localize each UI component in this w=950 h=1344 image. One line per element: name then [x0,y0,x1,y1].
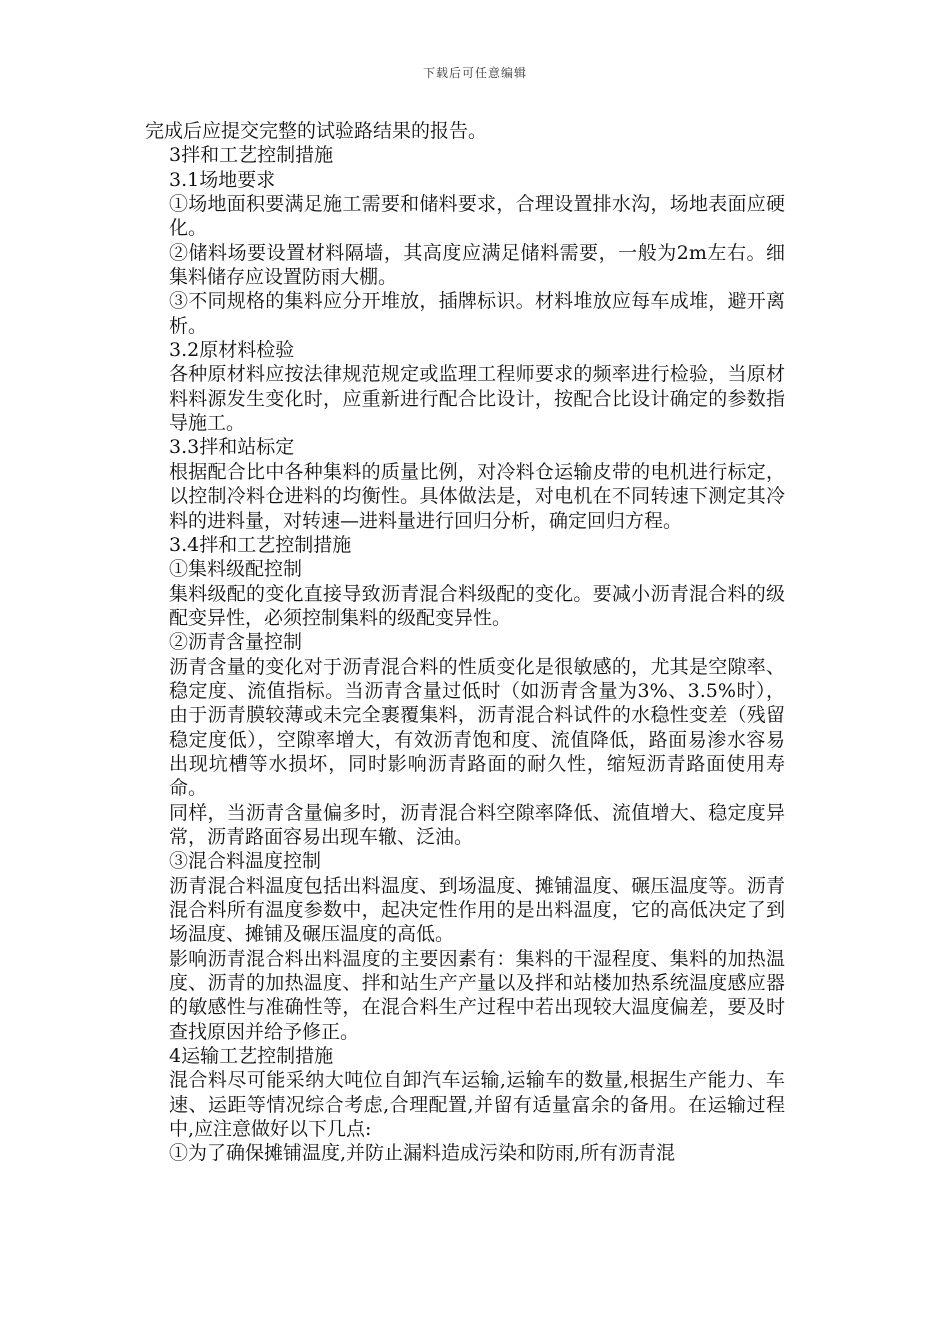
paragraph: 集料级配的变化直接导致沥青混合料级配的变化。要减小沥青混合料的级配变异性，必须控制集料的级配变异性。 [169,582,785,629]
paragraph: 3.1场地要求 [169,168,276,191]
paragraph: ③混合料温度控制 [169,850,322,873]
paragraph: ③不同规格的集料应分开堆放，插牌标识。材料堆放应每车成堆，避开离析。 [169,290,785,337]
document-body [145,119,785,1166]
paragraph: 同样，当沥青含量偏多时，沥青混合料空隙率降低、流值增大、稳定度异常，沥青路面容易出现车辙、泛油。 [169,801,785,848]
page-header: 下载后可任意编辑 [422,66,527,80]
paragraph: ①集料级配控制 [169,558,303,581]
paragraph: 沥青含量的变化对于沥青混合料的性质变化是很敏感的，尤其是空隙率、稳定度、流值指标。当沥青含量过低时（如沥青含量为3%、3.5%时），由于沥青膜较薄或未完全裹覆集料，沥青混合料试件的水稳性变差（残留稳定度低），空隙率增大，有效沥青饱和度、流值降低，路面易渗水容易出现坑槽等水损坏，同时影响沥青路面的耐久性，缩短沥青路面使用寿命。 [169,655,785,800]
paragraph: 沥青混合料温度包括出料温度、到场温度、摊铺温度、碾压温度等。沥青混合料所有温度参数中，起决定性作用的是出料温度，它的高低决定了到场温度、摊铺及碾压温度的高低。 [169,874,785,946]
paragraph: 3.2原材料检验 [169,339,295,362]
paragraph: 4运输工艺控制措施 [169,1045,334,1068]
paragraph: 3拌和工艺控制措施 [169,144,334,167]
paragraph: ①场地面积要满足施工需要和储料要求，合理设置排水沟，场地表面应硬化。 [169,193,785,240]
paragraph: ①为了确保摊铺温度,并防止漏料造成污染和防雨,所有沥青混 [169,1142,676,1165]
paragraph: 根据配合比中各种集料的质量比例，对冷料仓运输皮带的电机进行标定，以控制冷料仓进料的均衡性。具体做法是，对电机在不同转速下测定其冷料的进料量，对转速—进料量进行回归分析，确定回归方程。 [169,460,785,532]
paragraph: 3.3拌和站标定 [169,436,295,459]
paragraph: ②储料场要设置材料隔墙，其高度应满足储料需要，一般为2m左右。细集料储存应设置防雨大棚。 [169,241,785,289]
paragraph: 3.4拌和工艺控制措施 [169,533,352,556]
paragraph: ②沥青含量控制 [169,631,303,654]
paragraph: 各种原材料应按法律规范规定或监理工程师要求的频率进行检验，当原材料料源发生变化时，应重新进行配合比设计，按配合比设计确定的参数指导施工。 [169,363,785,435]
paragraph: 影响沥青混合料出料温度的主要因素有：集料的干湿程度、集料的加热温度、沥青的加热温度、拌和站生产产量以及拌和站楼加热系统温度感应器的敏感性与准确性等，在混合料生产过程中若出现较大温度偏差，要及时查找原因并给予修正。 [169,947,785,1043]
paragraph: 完成后应提交完整的试验路结果的报告。 [145,120,488,142]
paragraph: 混合料尽可能采纳大吨位自卸汽车运输,运输车的数量,根据生产能力、车速、运距等情况综合考虑,合理配置,并留有适量富余的备用。在运输过程中,应注意做好以下几点: [169,1069,785,1141]
